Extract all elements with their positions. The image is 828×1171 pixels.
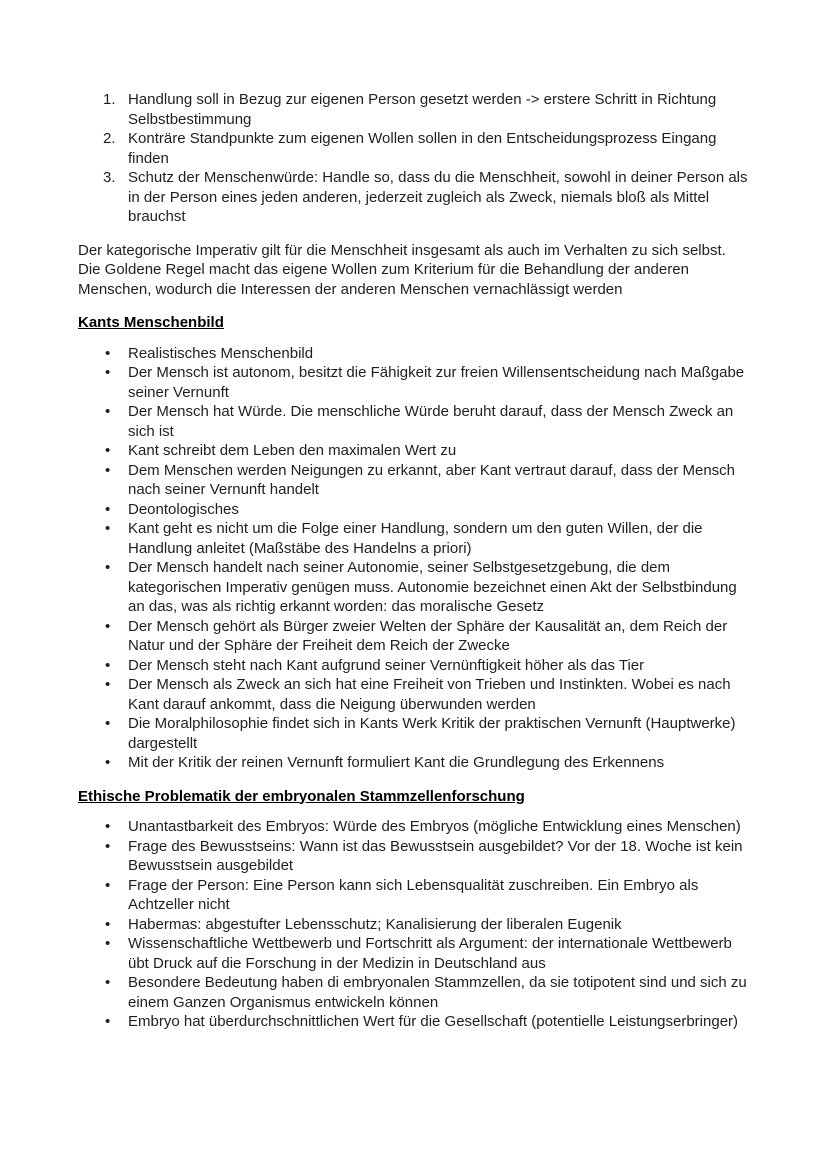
bullet-item: [78, 519, 750, 558]
bullet-icon: •: [105, 559, 111, 576]
bullet-list-kants-menschenbild: [78, 344, 750, 773]
bullet-text: Kant schreibt dem Leben den maximalen Wert zu: [128, 442, 457, 459]
numbered-list: [78, 90, 750, 227]
bullet-item: [78, 558, 750, 617]
list-item-text: Handlung soll in Bezug zur eigenen Person gesetzt werden -> erstere Schritt in Richtung Selbstbestimmung: [128, 91, 717, 128]
bullet-item: [78, 675, 750, 714]
bullet-icon: •: [105, 364, 111, 381]
bullet-text: Wissenschaftliche Wettbewerb und Fortschritt als Argument: der internationale Wettbewerb übt Druck auf die Forschung in der Medizin in Deutschland aus: [128, 935, 732, 972]
bullet-item: [78, 617, 750, 656]
bullet-icon: •: [105, 818, 111, 835]
numbered-list-item: [78, 168, 750, 227]
list-item-text: Schutz der Menschenwürde: Handle so, dass du die Menschheit, sowohl in deiner Person als in der Person eines jeden anderen, jederzeit zugleich als Zweck, niemals bloß als Mittel brauchst: [128, 169, 748, 225]
bullet-item: [78, 1012, 750, 1032]
bullet-item: [78, 656, 750, 676]
bullet-icon: •: [105, 754, 111, 771]
list-item-text: Konträre Standpunkte zum eigenen Wollen sollen in den Entscheidungsprozess Eingang finden: [128, 130, 717, 167]
bullet-icon: •: [105, 344, 111, 362]
list-number: 2.: [103, 130, 116, 147]
bullet-icon: •: [105, 974, 111, 991]
bullet-icon: •: [105, 876, 111, 894]
bullet-item: [78, 915, 750, 935]
bullet-icon: •: [105, 656, 111, 674]
bullet-icon: •: [105, 935, 111, 952]
bullet-text: Frage des Bewusstseins: Wann ist das Bewusstsein ausgebildet? Vor der 18. Woche ist kein Bewusstsein ausgebildet: [128, 837, 743, 874]
bullet-text: Embryo hat überdurchschnittlichen Wert für die Gesellschaft (potentielle Leistungserbringer): [128, 1013, 739, 1030]
bullet-item: [78, 461, 750, 500]
bullet-text: Deontologisches: [128, 500, 239, 518]
bullet-text: Frage der Person: Eine Person kann sich Lebensqualität zuschreiben. Ein Embryo als Achtzeller nicht: [128, 876, 699, 913]
numbered-list-item: [78, 90, 750, 129]
bullet-icon: •: [105, 715, 111, 732]
bullet-text: Habermas: abgestufter Lebensschutz; Kanalisierung der liberalen Eugenik: [128, 915, 622, 933]
bullet-icon: •: [105, 915, 111, 933]
bullet-icon: •: [105, 500, 111, 518]
bullet-text: Unantastbarkeit des Embryos: Würde des Embryos (mögliche Entwicklung eines Menschen): [128, 818, 741, 835]
bullet-text: Der Mensch als Zweck an sich hat eine Freiheit von Trieben und Instinkten. Wobei es nach Kant darauf ankommt, dass die Neigung überwunden werden: [128, 676, 731, 713]
bullet-text: Der Mensch hat Würde. Die menschliche Würde beruht darauf, dass der Mensch Zweck an sich ist: [128, 403, 734, 440]
bullet-text: Dem Menschen werden Neigungen zu erkannt, aber Kant vertraut darauf, dass der Mensch nach seiner Vernunft handelt: [128, 461, 736, 498]
bullet-text: Der Mensch steht nach Kant aufgrund seiner Vernünftigkeit höher als das Tier: [128, 656, 645, 674]
bullet-text: Der Mensch gehört als Bürger zweier Welten der Sphäre der Kausalität an, dem Reich der Natur und der Sphäre der Freiheit dem Reich der Zwecke: [128, 617, 728, 654]
bullet-text: Der Mensch ist autonom, besitzt die Fähigkeit zur freien Willensentscheidung nach Maßgabe seiner Vernunft: [128, 364, 745, 401]
bullet-icon: •: [105, 520, 111, 537]
bullet-text: Die Moralphilosophie findet sich in Kants Werk Kritik der praktischen Vernunft (Hauptwerke) dargestellt: [128, 715, 736, 752]
list-number: 3.: [103, 169, 116, 186]
bullet-item: [78, 363, 750, 402]
bullet-item: [78, 714, 750, 753]
list-number: 1.: [103, 91, 116, 108]
bullet-item: [78, 753, 750, 773]
section-heading-ethische-problematik: Ethische Problematik der embryonalen Stammzellenforschung: [78, 787, 525, 805]
bullet-item: [78, 344, 750, 364]
bullet-text: Realistisches Menschenbild: [128, 344, 314, 362]
bullet-list-ethische-problematik: [78, 817, 750, 1032]
bullet-item: [78, 500, 750, 520]
bullet-text: Mit der Kritik der reinen Vernunft formuliert Kant die Grundlegung des Erkennens: [128, 754, 665, 771]
bullet-icon: •: [105, 461, 111, 479]
numbered-list-item: [78, 129, 750, 168]
bullet-icon: •: [105, 403, 111, 420]
bullet-text: Kant geht es nicht um die Folge einer Handlung, sondern um den guten Willen, der die Handlung anleitet (Maßstäbe des Handelns a priori): [128, 520, 703, 557]
bullet-item: [78, 934, 750, 973]
bullet-item: [78, 973, 750, 1012]
section-heading-kants-menschenbild: Kants Menschenbild: [78, 314, 224, 331]
bullet-item: [78, 441, 750, 461]
bullet-item: [78, 876, 750, 915]
bullet-text: Besondere Bedeutung haben di embryonalen Stammzellen, da sie totipotent sind und sich zu einem Ganzen Organismus entwickeln können: [128, 974, 747, 1011]
bullet-item: [78, 837, 750, 876]
bullet-icon: •: [105, 1013, 111, 1030]
bullet-icon: •: [105, 442, 111, 459]
bullet-item: [78, 402, 750, 441]
intro-paragraph: Der kategorische Imperativ gilt für die Menschheit insgesamt als auch im Verhalten zu sich selbst. Die Goldene Regel macht das eigene Wollen zum Kriterium für die Behandlung der anderen Menschen, wodurch die Interessen der anderen Menschen vernachlässigt werden: [78, 241, 726, 298]
bullet-icon: •: [105, 617, 111, 635]
bullet-text: Der Mensch handelt nach seiner Autonomie, seiner Selbstgesetzgebung, die dem kategorischen Imperativ genügen muss. Autonomie bezeichnet einen Akt der Selbstbindung an das, was als richtig erkannt worden: das moralische Gesetz: [128, 559, 737, 615]
bullet-item: [78, 817, 750, 837]
bullet-icon: •: [105, 837, 111, 855]
bullet-icon: •: [105, 676, 111, 693]
